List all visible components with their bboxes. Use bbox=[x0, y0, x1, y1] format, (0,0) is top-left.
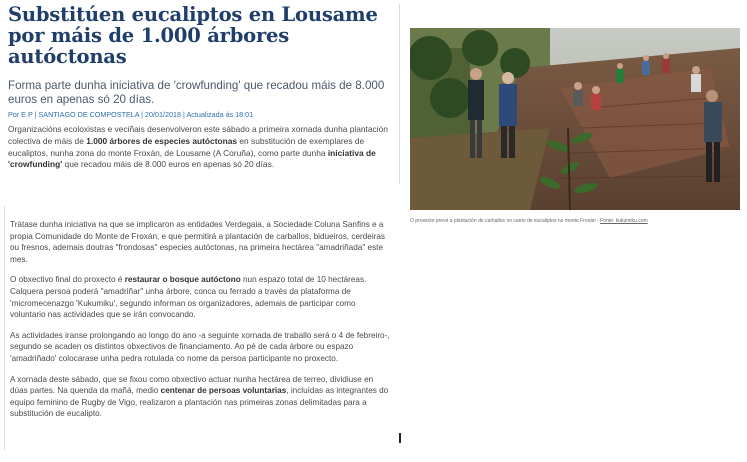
article-headline: Substitúen eucaliptos en Lousame por máis de 1.000 árbores autóctonas bbox=[8, 3, 378, 68]
column-divider bbox=[399, 4, 400, 184]
p2-text-2: nun espazo total de 10 hectáreas. Calquera persoa poderá "amadriñar" unha árbore, conca ou ferrado a través da plataforma de 'micromecenazgo 'Kukumiku', segundo informan os organizadores, ademais de participar como voluntario nas actividades que se irán convocando. bbox=[10, 275, 367, 320]
photo-illustration bbox=[410, 28, 740, 210]
p4-text-1: A xornada deste sábado, que se fixou como obxectivo actuar nunha hectárea de terreo, dividiuse en dúas partes. Na quenda da mañá, medio bbox=[10, 374, 374, 396]
body-paragraph-1: Trátase dunha iniciativa na que se implicaron as entidades Verdegaia, a Sociedade Coluna Sanfins e a propia Comunidade do Monte de Froxán, e que permitirá a plantación de carballos, bidueiros, cerdeiras ou fresnos, ademais doutras "frondosas" especies autóctonas, na primeira hectárea "amadriñada" este mes. bbox=[10, 220, 386, 264]
lead-text-2: en substitución de exemplares de eucaliptos, nunha zona do monte Froxán, de Lousame (A Coruña), como parte dunha bbox=[8, 135, 365, 158]
photo-caption bbox=[410, 218, 648, 224]
text-cursor bbox=[399, 433, 401, 443]
article-body bbox=[10, 219, 392, 429]
lead-text-1: Organizacións ecoloxistas e veciñais desenvolveron este sábado a primeira xornada dunha plantación colectiva de máis de bbox=[8, 124, 388, 146]
caption-text: O proxecto prevé a plantación de carballos no canto de eucaliptos no monte Froxán · bbox=[410, 218, 601, 224]
article-lead bbox=[8, 124, 396, 171]
article-subhead: Forma parte dunha iniciativa de 'crowfunding' que recadou máis de 8.000 euros en apenas só 20 días. bbox=[8, 79, 385, 106]
lead-text-3: que recadou máis de 8.000 euros en apenas só 20 días. bbox=[62, 159, 275, 170]
body-paragraph-3: As actividades iranse prolongando ao longo do ano -a seguinte xornada de traballo será o 4 de febreiro-, segundo se acaden os distintos obxectivos de financiamento. Ao pé de cada árbore ou espazo 'amadriñado' colocarase unha pedra rotulada co nome da persoa participante no proxecto. bbox=[10, 330, 390, 363]
article-photo[interactable] bbox=[410, 28, 740, 210]
article-byline[interactable]: Por E.P | SANTIAGO DE COMPOSTELA | 20/01/2018 | Actualizada ás 18:01 bbox=[8, 110, 254, 119]
p4-bold: centenar de persoas voluntarias bbox=[160, 386, 287, 396]
body-paragraph-4 bbox=[10, 374, 392, 420]
caption-source-link[interactable]: Fonte: kukumiku.com bbox=[600, 218, 648, 224]
p2-bold: restaurar o bosque autóctono bbox=[124, 275, 241, 285]
lead-bold-2: iniciativa de 'crowfunding' bbox=[8, 147, 376, 170]
body-paragraph-2 bbox=[10, 274, 392, 320]
p2-text-1: O obxectivo final do proxecto é bbox=[10, 275, 125, 285]
p4-text-2: , incluídas as integrantes do equipo feminino de Rugby de Vigo, realizaron a plantación nas primeiras zonas delimitadas para a substitución de eucalipto. bbox=[10, 386, 389, 419]
lead-bold-1: 1.000 árbores de especies autóctonas bbox=[86, 135, 238, 146]
